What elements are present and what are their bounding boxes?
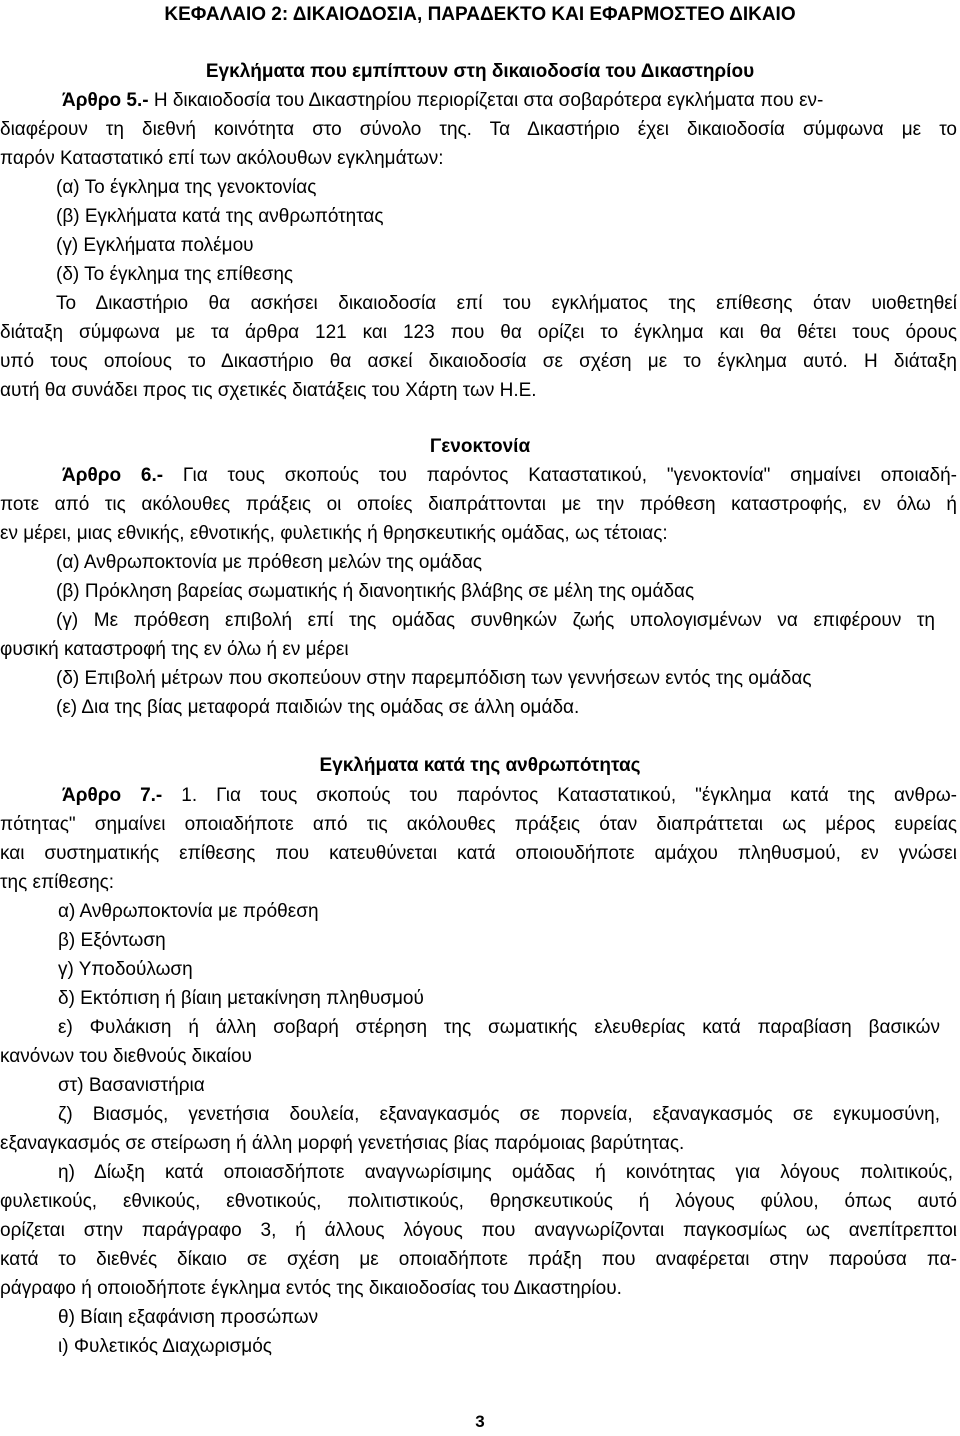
section-heading-crimes-against-humanity: Εγκλήματα κατά της ανθρωπότητας — [319, 755, 641, 776]
article-7-line: εξαναγκασμός σε στείρωση ή άλλη μορφή γενετήσιας βίας παρόμοιας βαρύτητας. — [0, 1133, 685, 1154]
article-7-line: της επίθεσης: — [0, 872, 115, 893]
article-7-item: ι) Φυλετικός Διαχωρισμός — [58, 1336, 272, 1357]
article-6-label: Άρθρο 6.- — [62, 465, 164, 486]
article-7-item: β) Εξόντωση — [58, 930, 166, 951]
article-6-item: (ε) Δια της βίας μεταφορά παιδιών της ομάδας σε άλλη ομάδα. — [56, 697, 580, 718]
article-6-first-line — [62, 461, 957, 490]
article-5-label: Άρθρο 5.- — [62, 90, 149, 111]
article-7-line: και συστηματικής επίθεσης που κατευθύνεται κατά οποιουδήποτε αμάχου πληθυσμού, εν γνώσει — [0, 843, 957, 864]
article-7-line: ορίζεται στην παράγραφο 3, ή άλλους λόγους που αναγνωρίζονται παγκοσμίως ως ανεπίτρεπτοι — [0, 1220, 957, 1241]
article-5-item: (δ) Το έγκλημα της επίθεσης — [56, 264, 294, 285]
article-7-item: στ) Βασανιστήρια — [58, 1075, 205, 1096]
article-7-first-line — [62, 781, 957, 810]
article-5-text: Η δικαιοδοσία του Δικαστηρίου περιορίζεται στα σοβαρότερα εγκλήματα που εν- — [148, 90, 824, 111]
article-7-item: α) Ανθρωποκτονία με πρόθεση — [58, 901, 319, 922]
article-6-item: (α) Ανθρωποκτονία με πρόθεση μελών της ομάδας — [56, 552, 483, 573]
article-5-line: παρόν Καταστατικό επί των ακόλουθων εγκλημάτων: — [0, 148, 444, 169]
article-7-item: η) Δίωξη κατά οποιασδήποτε αναγνωρίσιμης ομάδας ή κοινότητας για λόγους πολιτικούς, — [58, 1162, 953, 1183]
section-heading-genocide: Γενοκτονία — [429, 436, 531, 457]
article-7-label: Άρθρο 7.- — [62, 785, 163, 806]
article-7-item: θ) Βίαιη εξαφάνιση προσώπων — [58, 1307, 319, 1328]
article-5-line: διαφέρουν τη διεθνή κοινότητα στο σύνολο της. Τα Δικαστήριο έχει δικαιοδοσία σύμφωνα με το — [0, 119, 957, 140]
article-6-line: ποτε από τις ακόλουθες πράξεις οι οποίες διαπράττονται με την πρόθεση καταστροφής, εν όλω ή — [0, 494, 957, 515]
article-5-line: Το Δικαστήριο θα ασκήσει δικαιοδοσία επί του εγκλήματος της επίθεσης όταν υιοθετηθεί — [56, 293, 957, 314]
article-6-line: εν μέρει, μιας εθνικής, εθνοτικής, φυλετικής ή θρησκευτικής ομάδας, ως τέτοιας: — [0, 523, 668, 544]
article-5-line: αυτή θα συνάδει προς τις σχετικές διατάξεις του Χάρτη των Η.Ε. — [0, 380, 537, 401]
article-6-item: (β) Πρόκληση βαρείας σωματικής ή διανοητικής βλάβης σε μέλη της ομάδας — [56, 581, 695, 602]
article-5-line: διάταξη σύμφωνα με τα άρθρα 121 και 123 που θα ορίζει το έγκλημα και θα θέτει τους όρους — [0, 322, 957, 343]
article-7-item: ζ) Βιασμός, γενετήσια δουλεία, εξαναγκασμός σε πορνεία, εξαναγκασμός σε εγκυμοσύνη, — [58, 1104, 940, 1125]
article-6-line: φυσική καταστροφή της εν όλω ή εν μέρει — [0, 639, 349, 660]
chapter-title: ΚΕΦΑΛΑΙΟ 2: ΔΙΚΑΙΟΔΟΣΙΑ, ΠΑΡΑΔΕΚΤΟ ΚΑΙ ΕΦΑΡΜΟΣΤΕΟ ΔΙΚΑΙΟ — [164, 4, 796, 25]
article-6-text: Για τους σκοπούς του παρόντος Καταστατικού, "γενοκτονία" σημαίνει οποιαδή- — [163, 465, 957, 486]
article-6-item: (γ) Με πρόθεση επιβολή επί της ομάδας συνθηκών ζωής υπολογισμένων να επιφέρουν τη — [56, 610, 935, 631]
article-5-item: (β) Εγκλήματα κατά της ανθρωπότητας — [56, 206, 384, 227]
article-7-item: δ) Εκτόπιση ή βίαιη μετακίνηση πληθυσμού — [58, 988, 424, 1009]
article-7-text: 1. Για τους σκοπούς του παρόντος Καταστατικού, "έγκλημα κατά της ανθρω- — [162, 785, 957, 806]
article-7-item: ε) Φυλάκιση ή άλλη σοβαρή στέρηση της σωματικής ελευθερίας κατά παραβίαση βασικών — [58, 1017, 940, 1038]
article-5-item: (α) Το έγκλημα της γενοκτονίας — [56, 177, 317, 198]
article-5-item: (γ) Εγκλήματα πολέμου — [56, 235, 254, 256]
article-7-line: κανόνων του διεθνούς δικαίου — [0, 1046, 252, 1067]
article-5-first-line — [62, 86, 960, 115]
article-5-line: υπό τους οποίους το Δικαστήριο θα ασκεί δικαιοδοσία σε σχέση με το έγκλημα αυτό. Η διάταξη — [0, 351, 957, 372]
page-number: 3 — [475, 1412, 485, 1431]
article-6-item: (δ) Επιβολή μέτρων που σκοπεύουν στην παρεμπόδιση των γεννήσεων εντός της ομάδας — [56, 668, 812, 689]
section-heading-jurisdiction: Εγκλήματα που εμπίπτουν στη δικαιοδοσία του Δικαστηρίου — [205, 61, 755, 82]
article-7-line: φυλετικούς, εθνικούς, εθνοτικούς, πολιτιστικούς, θρησκευτικούς ή λόγους φύλου, όπως αυτό — [0, 1191, 957, 1212]
article-7-line: πότητας" σημαίνει οποιαδήποτε από τις ακόλουθες πράξεις όταν διαπράττεται ως μέρος ευρείας — [0, 814, 957, 835]
article-7-item: γ) Υποδούλωση — [58, 959, 193, 980]
article-7-line: ράγραφο ή οποιοδήποτε έγκλημα εντός της δικαιοδοσίας του Δικαστηρίου. — [0, 1278, 622, 1299]
article-7-line: κατά το διεθνές δίκαιο σε σχέση με οποιαδήποτε πράξη που αναφέρεται στην παρούσα πα- — [0, 1249, 957, 1270]
